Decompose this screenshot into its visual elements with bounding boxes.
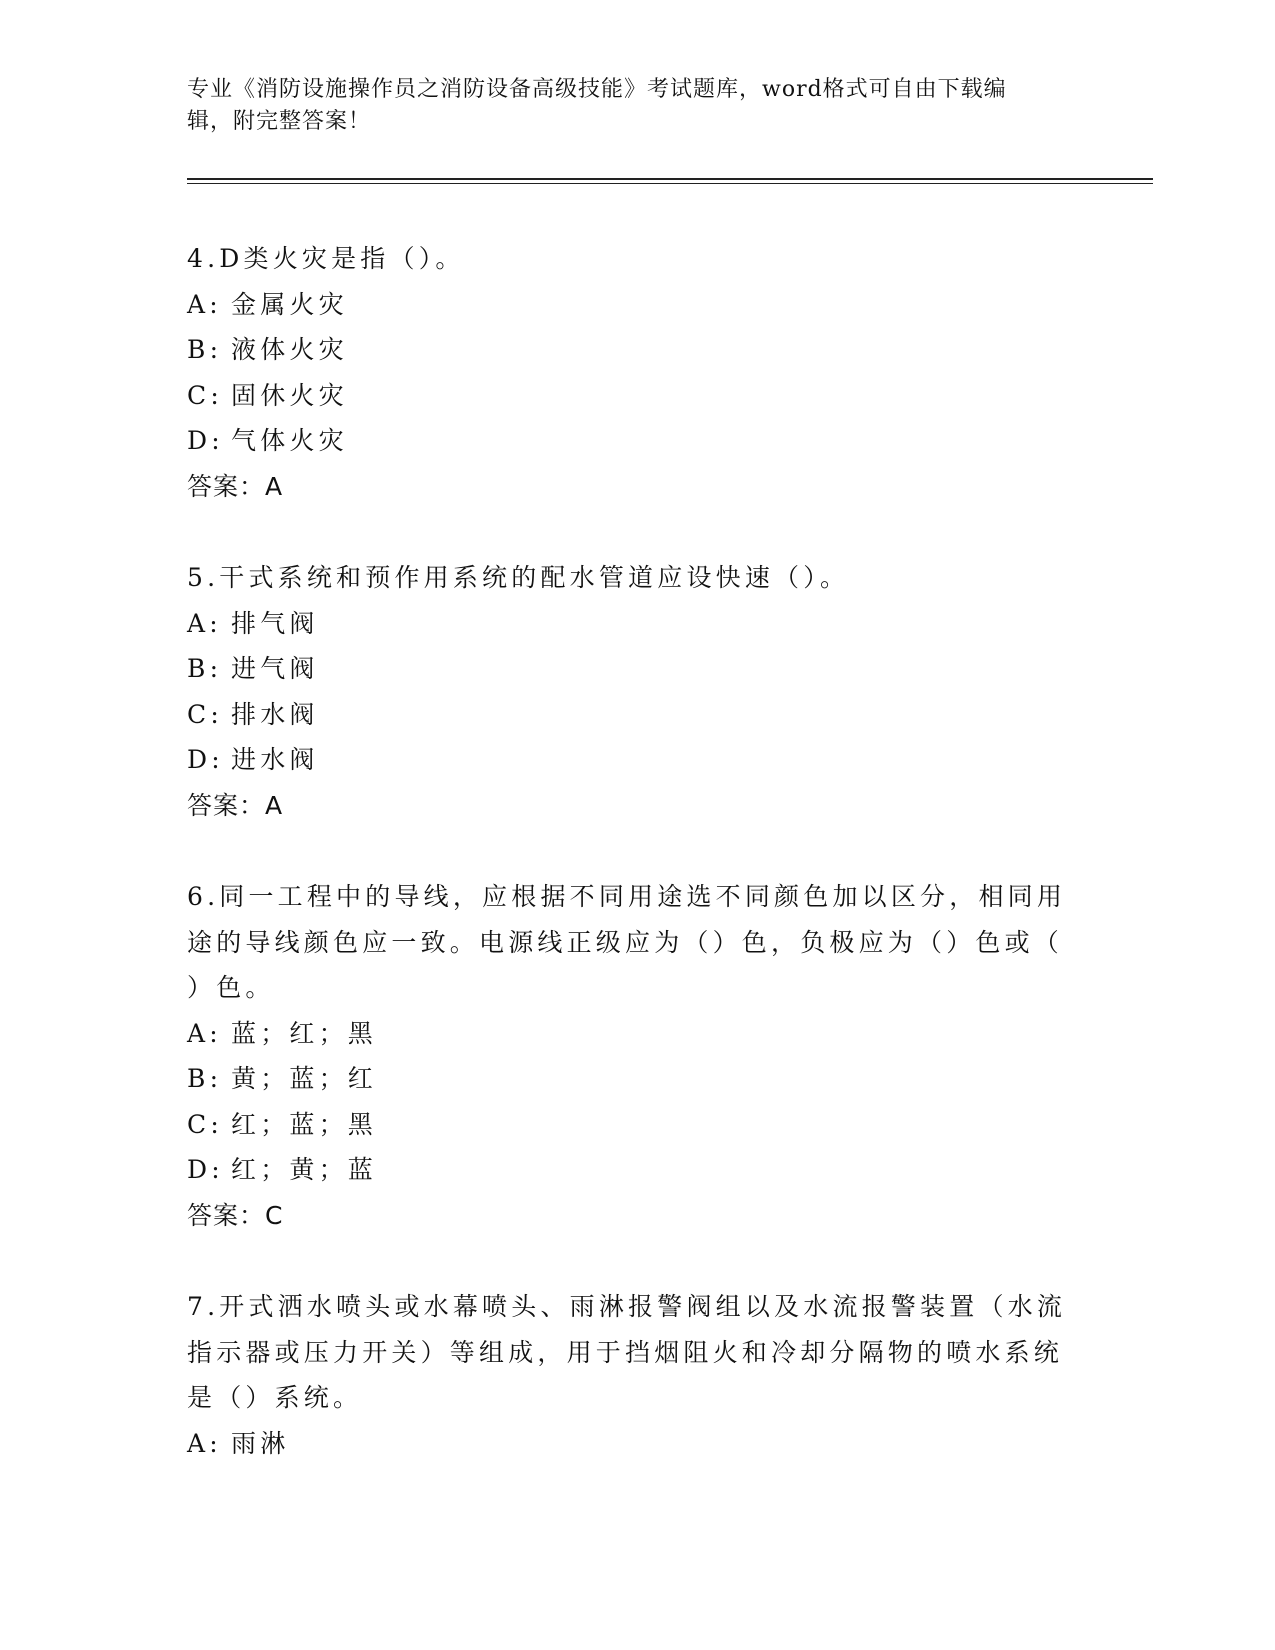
question-stem: [187, 1284, 1067, 1421]
answer-option: [187, 1102, 1067, 1148]
option-letter: C:: [187, 1109, 223, 1139]
option-letter: C:: [187, 380, 223, 410]
option-text: 进水阀: [231, 745, 319, 774]
option-letter: A:: [187, 289, 222, 319]
stem-line: 6.同一工程中的导线，应根据不同用途选不同颜色加以区分，相同用: [187, 882, 1067, 911]
answer-option: [187, 601, 1067, 647]
option-text: 排气阀: [231, 608, 319, 638]
option-letter: A:: [187, 1428, 222, 1458]
header-rule: [187, 178, 1153, 180]
option-letter: A:: [187, 608, 222, 638]
question-list: [187, 236, 1067, 1512]
option-letter: A:: [187, 1018, 222, 1048]
answer-option: [187, 692, 1067, 738]
option-letter: C:: [187, 699, 223, 729]
answer-option: [187, 418, 1067, 464]
option-text: 黄；蓝；红: [231, 1064, 378, 1093]
option-text: 蓝；红；黑: [231, 1018, 378, 1048]
answer-option: [187, 327, 1067, 373]
question-item: [187, 874, 1067, 1238]
answer-key: 答案：C: [187, 1200, 284, 1230]
answer-option: [187, 646, 1067, 692]
answer-option: [187, 1421, 1067, 1467]
question-stem: 5.干式系统和预作用系统的配水管道应设快速（）。: [187, 563, 850, 592]
option-letter: D:: [187, 745, 224, 774]
option-text: 红；蓝；黑: [231, 1109, 378, 1139]
option-text: 气体火灾: [231, 426, 348, 455]
stem-line: ）色。: [187, 973, 275, 1002]
option-text: 雨淋: [231, 1428, 290, 1458]
question-item: [187, 1284, 1067, 1466]
header-line: 辑，附完整答案！: [187, 109, 372, 134]
answer-option: [187, 282, 1067, 328]
option-text: 进气阀: [231, 654, 319, 683]
question-item: [187, 555, 1067, 828]
answer-option: [187, 373, 1067, 419]
option-text: 液体火灾: [231, 335, 348, 364]
answer-option: [187, 737, 1067, 783]
header-line: 专业《消防设施操作员之消防设备高级技能》考试题库，word格式可自由下载编: [187, 77, 1007, 102]
option-text: 金属火灾: [231, 289, 348, 319]
option-text: 固休火灾: [231, 380, 348, 410]
option-letter: B:: [187, 654, 223, 683]
question-stem: 4.D类火灾是指（）。: [187, 244, 465, 273]
answer-key: 答案：A: [187, 790, 284, 820]
option-letter: D:: [187, 1155, 224, 1184]
answer-option: [187, 1147, 1067, 1193]
answer-option: [187, 1056, 1067, 1102]
option-letter: B:: [187, 335, 223, 364]
document-header: [187, 74, 1067, 138]
option-text: 排水阀: [231, 699, 319, 729]
stem-line: 7.开式洒水喷头或水幕喷头、雨淋报警阀组以及水流报警装置（水流: [187, 1292, 1067, 1321]
answer-option: [187, 1011, 1067, 1057]
stem-line: 是（）系统。: [187, 1383, 363, 1412]
option-letter: D:: [187, 426, 224, 455]
option-text: 红；黄；蓝: [231, 1155, 378, 1184]
header-rule: [187, 183, 1153, 184]
option-letter: B:: [187, 1064, 223, 1093]
question-stem: [187, 874, 1067, 1011]
question-item: [187, 236, 1067, 509]
stem-line: 指示器或压力开关）等组成，用于挡烟阻火和冷却分隔物的喷水系统: [187, 1337, 1064, 1367]
answer-key: 答案：A: [187, 471, 284, 501]
stem-line: 途的导线颜色应一致。电源线正级应为（）色，负极应为（）色或（: [187, 927, 1064, 957]
